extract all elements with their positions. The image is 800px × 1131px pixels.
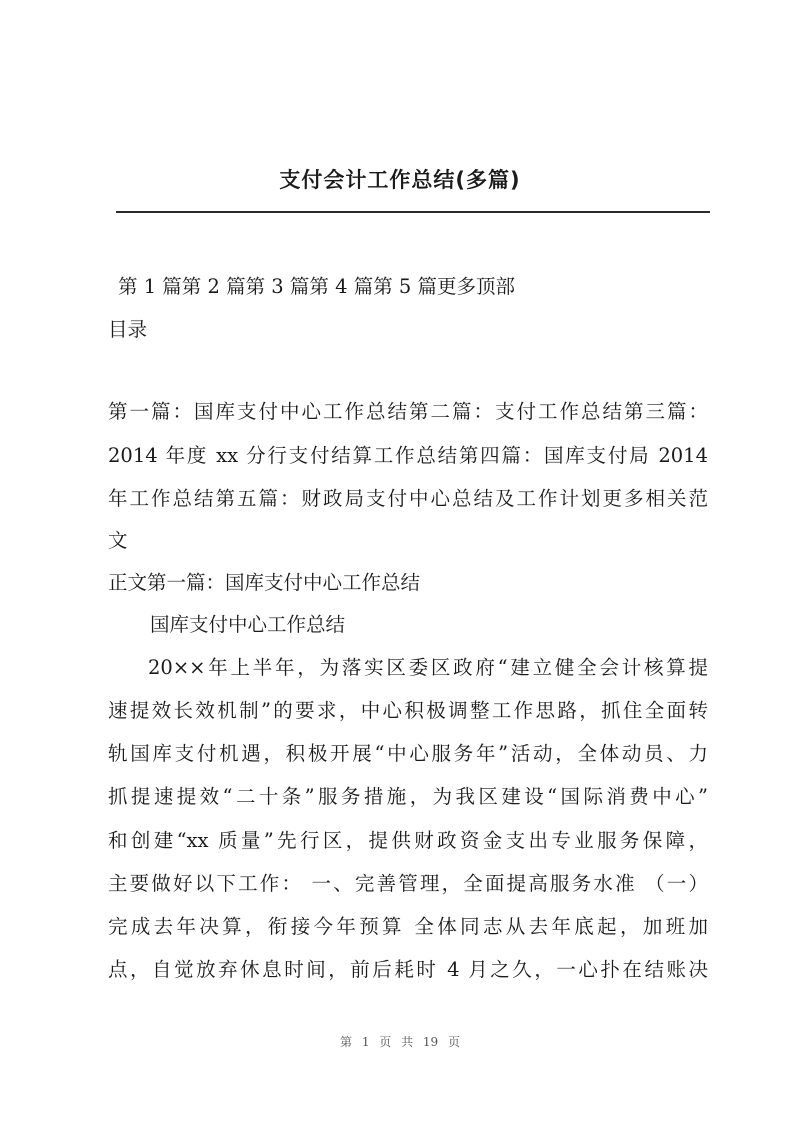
section-subheading: 国库支付中心工作总结	[150, 613, 346, 636]
article-nav-links[interactable]: 第 1 篇第 2 篇第 3 篇第 4 篇第 5 篇更多顶部	[118, 275, 516, 298]
title-divider	[116, 211, 710, 213]
body-line: 主要做好以下工作： 一、完善管理，全面提高服务水准 （一）	[108, 872, 708, 895]
body-line: 抓提速提效“二十条”服务措施，为我区建设“国际消费中心”	[108, 785, 708, 808]
body-line: 20××年上半年，为落实区委区政府“建立健全会计核算提	[148, 656, 708, 679]
body-line: 完成去年决算，衔接今年预算 全体同志从去年底起，加班加	[108, 915, 708, 938]
toc-line: 年工作总结第五篇：财政局支付中心总结及工作计划更多相关范	[108, 487, 708, 510]
toc-line: 2014 年度 xx 分行支付结算工作总结第四篇：国库支付局 2014	[108, 444, 708, 467]
body-start-heading: 正文第一篇：国库支付中心工作总结	[108, 571, 421, 594]
body-line: 点，自觉放弃休息时间，前后耗时 4 月之久，一心扑在结账决	[108, 958, 708, 981]
toc-line: 第一篇：国库支付中心工作总结第二篇：支付工作总结第三篇：	[108, 400, 708, 423]
body-line: 和创建“xx 质量”先行区，提供财政资金支出专业服务保障，	[108, 829, 708, 852]
body-line: 速提效长效机制”的要求，中心积极调整工作思路，抓住全面转	[108, 699, 708, 722]
toc-line: 文	[108, 529, 128, 552]
document-title: 支付会计工作总结(多篇)	[279, 168, 521, 192]
toc-heading: 目录	[108, 318, 148, 341]
body-line: 轨国库支付机遇，积极开展“中心服务年”活动，全体动员、力	[108, 742, 708, 765]
page-number-footer: 第 1 页 共 19 页	[340, 1035, 460, 1049]
